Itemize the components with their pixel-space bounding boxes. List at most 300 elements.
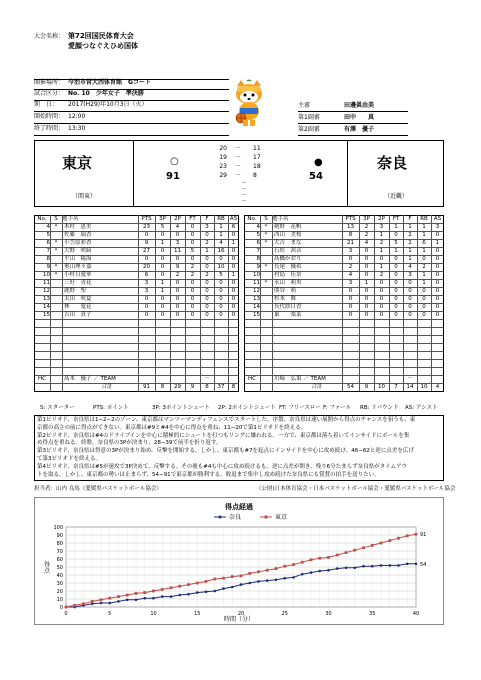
team-a-player-f: 0 xyxy=(205,312,209,318)
team-a-player-ft: 0 xyxy=(190,240,195,246)
team-b-player-p2: 2 xyxy=(379,272,384,278)
team-b-player-rb: 0 xyxy=(422,288,426,294)
x-tick-label: 5 xyxy=(108,611,112,617)
reporter: 担当者：山内 良馬（愛媛県バスケットボール協会） xyxy=(34,486,162,492)
team-b-player-as: 0 xyxy=(435,312,440,318)
team-b-player-as: 1 xyxy=(435,240,440,246)
commentary-line: め得点を重ねる。終盤、奈良県の3Pが決まり、28−39で前半を折り返す。 xyxy=(37,440,222,447)
team-a-player-as: 1 xyxy=(231,240,236,246)
team-a-player-ft: 5 xyxy=(190,248,195,254)
team-a-player-p2: 3 xyxy=(175,240,180,246)
tokyo-point xyxy=(301,561,304,564)
team-b-player-no: 13 xyxy=(253,296,260,302)
team-a-player-no: 9 xyxy=(46,264,50,270)
nara-point xyxy=(301,573,304,576)
team-b-player-name: 長代紗日香 xyxy=(274,304,302,310)
team-a-player-name: 小村日愛華 xyxy=(64,272,92,278)
team-a-player-as: 0 xyxy=(231,280,236,286)
nara-point xyxy=(222,587,225,590)
team-b-player-f: 1 xyxy=(408,224,412,230)
team-b-total-score: 54 xyxy=(309,171,323,182)
team-a-total-rb: 37 xyxy=(217,384,225,390)
team-a-player-p3: 1 xyxy=(160,288,165,294)
team-b-player-p2: 1 xyxy=(379,264,384,270)
team-b-player-rb: 1 xyxy=(422,248,426,254)
team-b-player-pts: 4 xyxy=(348,272,353,278)
team-b-player-pts: 0 xyxy=(348,312,353,318)
team-a-player-pts: 0 xyxy=(144,232,149,238)
team-a-header-p3: 3P xyxy=(159,216,166,222)
y-tick-label: 30 xyxy=(56,581,63,587)
team-b-player-p3: 0 xyxy=(364,272,369,278)
nara-point xyxy=(318,570,321,573)
team-b-stats-table xyxy=(244,215,444,401)
team-b-player-p3: 0 xyxy=(364,296,369,302)
team-b-player-s: * xyxy=(264,232,268,238)
team-b-player-name: 長尾 優希 xyxy=(274,264,302,270)
nara-point xyxy=(406,563,409,566)
team-b-player-p3: 0 xyxy=(364,312,369,318)
tokyo-point xyxy=(257,570,260,573)
team-a-name: 東京 xyxy=(62,154,93,172)
team-a-player-rb: 0 xyxy=(219,256,223,262)
team-b-player-ft: 0 xyxy=(394,288,398,294)
team-a-player-rb: 5 xyxy=(219,272,223,278)
team-a-player-pts: 23 xyxy=(143,224,150,230)
team-b-player-f: 2 xyxy=(408,240,412,246)
tokyo-point xyxy=(170,586,173,589)
tournament-label: 大会名称： xyxy=(34,33,65,40)
team-b-player-ft: 0 xyxy=(394,280,398,286)
team-a-player-p2: 0 xyxy=(175,288,180,294)
team-b-player-no: 6 xyxy=(256,240,260,246)
team-b-hc-name: 川崎 弘策 ／ TEAM xyxy=(274,376,326,382)
team-b-player-s: * xyxy=(264,280,268,286)
quarter-2-team-a: 19 xyxy=(219,154,227,161)
team-a-player-name: 佐藤 瑞香 xyxy=(64,232,92,238)
team-b-player-p3: 1 xyxy=(364,280,369,286)
commentary-line: 第1ピリオド、奈良県は1−2−2のゾーン、東京都はマンツーマンディフェンスでスタートした。序盤、奈良県は速い展開から得点のチャンスを狙うも、東 xyxy=(37,417,416,423)
team-a-player-as: 0 xyxy=(231,264,236,270)
team-b-header-no: No. xyxy=(247,216,257,222)
team-a-player-as: 6 xyxy=(231,224,236,230)
team-b-player-no: 10 xyxy=(253,272,260,278)
legend-rebound: RB: リバウンド xyxy=(360,405,399,411)
team-b-player-ft: 0 xyxy=(394,264,398,270)
tokyo-point xyxy=(283,565,286,568)
nara-point xyxy=(100,602,103,605)
team-b-total-pts: 54 xyxy=(347,384,354,390)
team-a-player-p3: 1 xyxy=(160,280,165,286)
quarter-2-dash: － xyxy=(235,154,242,161)
team-a-player-p2: 0 xyxy=(175,256,180,262)
team-b-player-rb: 0 xyxy=(422,256,426,262)
team-b-player-rb: 1 xyxy=(422,224,426,230)
start-label: 開始時間： xyxy=(34,113,65,120)
team-b-player-p2: 0 xyxy=(379,312,384,318)
team-a-player-as: 0 xyxy=(231,312,236,318)
nara-point xyxy=(196,591,199,594)
team-b-player-p2: 1 xyxy=(379,232,384,238)
team-b-player-name: 髙橋かおり xyxy=(274,256,302,262)
referee-2-label: 第2副審 xyxy=(298,126,320,133)
team-a-player-pts: 3 xyxy=(144,280,149,286)
tokyo-point xyxy=(65,606,68,609)
team-b-player-s: * xyxy=(264,224,268,230)
team-b-player-no: 15 xyxy=(253,312,260,318)
team-a-player-s: * xyxy=(54,224,58,230)
team-b-player-f: 1 xyxy=(408,256,412,262)
team-a-total-ft: 9 xyxy=(190,384,195,390)
team-a-player-no: 8 xyxy=(46,256,50,262)
team-a-player-as: 0 xyxy=(231,232,236,238)
nara-point xyxy=(117,600,120,603)
team-b-player-pts: 0 xyxy=(348,304,353,310)
tokyo-point xyxy=(362,546,365,549)
legend-assist: AS: アシスト xyxy=(405,405,438,411)
tokyo-point xyxy=(152,590,155,593)
tokyo-point xyxy=(91,600,94,603)
team-b-player-ft: 0 xyxy=(394,312,398,318)
team-a-player-pts: 6 xyxy=(144,272,149,278)
tokyo-point xyxy=(371,544,374,547)
team-a-hc-label: HC xyxy=(38,376,46,382)
team-b-player-as: 0 xyxy=(435,304,440,310)
nara-point xyxy=(126,599,129,602)
team-b-player-rb: 0 xyxy=(422,304,426,310)
x-tick-label: 40 xyxy=(412,611,420,617)
tokyo-point xyxy=(327,556,330,559)
team-a-player-pts: 0 xyxy=(144,296,149,302)
nara-point xyxy=(283,577,286,580)
nara-point xyxy=(336,567,339,570)
y-tick-label: 90 xyxy=(56,533,63,539)
team-b-player-p2: 2 xyxy=(379,240,384,246)
team-a-player-s: * xyxy=(54,248,58,254)
team-b-player-as: 0 xyxy=(435,248,440,254)
tokyo-point xyxy=(345,551,348,554)
team-a-player-pts: 3 xyxy=(144,288,149,294)
team-b-player-name: 西山 美桜 xyxy=(274,232,302,238)
team-b-player-s: * xyxy=(264,264,268,270)
legend-marker-nara xyxy=(219,516,222,519)
legend-ft: FT: フリースロー xyxy=(279,405,321,411)
score-progress-chart xyxy=(34,497,444,625)
team-a-player-p3: 5 xyxy=(160,224,165,230)
team-a-player-p3: 0 xyxy=(160,248,165,254)
legend-label-nara: 奈良 xyxy=(229,514,242,521)
team-a-player-no: 4 xyxy=(46,224,50,230)
team-b-total-label: 合計 xyxy=(311,384,323,390)
team-b-header-pts: PTS xyxy=(345,216,356,222)
team-a-player-p2: 4 xyxy=(175,224,180,230)
legend-3p: 3P: 3ポイントシュート xyxy=(152,405,210,411)
team-b-player-name: 巣 楽菜 xyxy=(274,312,302,318)
team-b-player-no: 11 xyxy=(253,280,260,286)
team-a-player-s: * xyxy=(54,272,58,278)
team-a-header-rb: RB xyxy=(217,216,225,222)
tokyo-point xyxy=(231,575,234,578)
legend-marker-tokyo xyxy=(265,516,268,519)
y-tick-label: 60 xyxy=(56,557,63,563)
team-a-player-name: 鹿野 聖 xyxy=(64,288,87,294)
team-a-header-p2: 2P xyxy=(174,216,181,222)
venue-label: 開催場所： xyxy=(34,79,65,86)
x-tick-label: 15 xyxy=(194,611,201,617)
team-b-player-pts: 0 xyxy=(348,296,353,302)
nara-point xyxy=(353,567,356,570)
team-a-player-f: 0 xyxy=(205,280,209,286)
team-a-player-f: 0 xyxy=(205,304,209,310)
team-a-player-f: 0 xyxy=(205,264,209,270)
team-b-player-no: 4 xyxy=(256,224,260,230)
team-b-total-rb: 10 xyxy=(420,384,428,390)
team-a-player-ft: 0 xyxy=(190,288,195,294)
team-b-player-pts: 3 xyxy=(348,280,353,286)
team-b-player-pts: 3 xyxy=(348,248,353,254)
team-b-player-as: 0 xyxy=(435,280,440,286)
team-a-player-rb: 1 xyxy=(219,224,223,230)
legend-points: PTS: ポイント xyxy=(93,405,129,411)
team-a-player-p3: 0 xyxy=(160,264,165,270)
team-b-header-rb: RB xyxy=(420,216,428,222)
team-a-player-p2: 11 xyxy=(174,248,181,254)
team-a-result-mark: ○ xyxy=(170,156,179,167)
team-a-total-score: 91 xyxy=(166,171,180,182)
category-label: 試合区分： xyxy=(34,90,65,97)
team-a-player-rb: 0 xyxy=(219,288,223,294)
nara-point xyxy=(292,576,295,579)
y-tick-label: 50 xyxy=(56,565,63,571)
tokyo-point xyxy=(222,577,225,580)
nara-point xyxy=(161,595,164,598)
team-b-player-ft: 0 xyxy=(394,256,398,262)
team-b-player-p2: 3 xyxy=(379,224,384,230)
team-b-player-no: 8 xyxy=(256,256,260,262)
tokyo-point xyxy=(117,595,120,598)
team-a-player-f: 0 xyxy=(205,288,209,294)
team-a-player-pts: 20 xyxy=(143,264,150,270)
team-a-player-no: 6 xyxy=(46,240,50,246)
tokyo-point xyxy=(292,563,295,566)
team-b-header-p2: 2P xyxy=(378,216,385,222)
team-a-player-ft: 0 xyxy=(190,232,195,238)
team-a-player-f: 0 xyxy=(205,256,209,262)
nara-point xyxy=(152,597,155,600)
nara-point xyxy=(187,593,190,596)
team-a-header-ft: FT xyxy=(189,216,196,222)
x-tick-label: 35 xyxy=(369,611,376,617)
quarter-scores xyxy=(213,146,273,182)
team-a-player-p2: 0 xyxy=(175,304,180,310)
team-b-player-ft: 0 xyxy=(394,296,398,302)
team-b-player-f: 0 xyxy=(408,280,412,286)
team-b-player-rb: 0 xyxy=(422,312,426,318)
team-b-header-p3: 3P xyxy=(363,216,370,222)
team-b-player-as: 0 xyxy=(435,296,440,302)
nara-point xyxy=(108,602,111,605)
x-axis-label: 時間（分） xyxy=(223,616,255,623)
team-b-name: 奈良 xyxy=(377,154,408,172)
y-tick-label: 40 xyxy=(56,573,63,579)
tokyo-point xyxy=(143,591,146,594)
team-b-player-p2: 1 xyxy=(379,248,384,254)
legend-label-tokyo: 東京 xyxy=(275,514,288,521)
team-a-player-rb: 0 xyxy=(219,280,223,286)
team-b-player-ft: 1 xyxy=(394,248,398,254)
team-a-player-name: 平山 陽海 xyxy=(64,256,92,262)
team-b-player-name: 杉本 舞 xyxy=(274,296,297,302)
tokyo-point xyxy=(388,539,391,542)
team-b-player-f: 0 xyxy=(408,304,412,310)
team-a-player-no: 11 xyxy=(43,280,50,286)
team-a-player-no: 10 xyxy=(43,272,50,278)
team-a-total-as: 8 xyxy=(231,384,236,390)
tournament-name: 第72回国民体育大会 xyxy=(68,32,134,40)
team-a-player-p2: 0 xyxy=(175,280,180,286)
tokyo-point xyxy=(397,537,400,540)
tokyo-point xyxy=(318,557,321,560)
team-a-player-ft: 0 xyxy=(190,304,195,310)
team-b-player-pts: 0 xyxy=(348,256,353,262)
nara-point xyxy=(257,580,260,583)
organizer: （公財)日本体育協会・日本バスケットボール協会・愛媛県バスケットボール協会 xyxy=(256,486,456,492)
mascot-logo xyxy=(232,78,266,128)
team-a-player-p3: 0 xyxy=(160,312,165,318)
team-a-player-p3: 0 xyxy=(160,296,165,302)
team-a-player-no: 13 xyxy=(43,296,50,302)
tokyo-point xyxy=(213,578,216,581)
team-a-header-pts: PTS xyxy=(141,216,152,222)
team-b-player-rb: 1 xyxy=(422,232,426,238)
team-a-player-as: 0 xyxy=(231,248,236,254)
nara-point xyxy=(266,579,269,582)
team-a-player-f: 0 xyxy=(205,296,209,302)
end-label-nara: 54 xyxy=(420,561,427,568)
nara-point xyxy=(275,579,278,582)
team-b-player-p3: 0 xyxy=(364,304,369,310)
x-tick-label: 10 xyxy=(150,611,157,617)
team-a-player-ft: 0 xyxy=(190,312,195,318)
team-a-player-name: 木村 恵美 xyxy=(64,224,92,230)
team-b-total-p2: 10 xyxy=(378,384,385,390)
team-b-player-rb: 6 xyxy=(422,240,426,246)
commentary-line: 第3ピリオド、奈良県は得意の3Pが決まり始め、反撃を開始する。しかし、東京都も#7を起点にインサイドを中心に攻め続け、46−62と逆に点差を広げ xyxy=(37,448,414,455)
nara-point xyxy=(380,564,383,567)
team-a-player-no: 7 xyxy=(46,248,50,254)
nara-point xyxy=(143,597,146,600)
team-a-player-f: 0 xyxy=(205,232,209,238)
tokyo-point xyxy=(178,585,181,588)
team-a-player-as: 0 xyxy=(231,256,236,262)
chart-title: 得点経過 xyxy=(225,503,253,511)
team-b-player-ft: 0 xyxy=(394,272,398,278)
team-b-player-pts: 13 xyxy=(347,224,354,230)
nara-point xyxy=(135,599,138,602)
team-a-player-rb: 4 xyxy=(219,240,223,246)
team-a-player-p2: 0 xyxy=(175,312,180,318)
team-a-total-label: 合計 xyxy=(101,384,113,390)
nara-point xyxy=(178,594,181,597)
team-b-player-rb: 2 xyxy=(422,264,426,270)
y-tick-label: 20 xyxy=(56,589,63,595)
team-a-player-s: * xyxy=(54,264,58,270)
category-value: No. 10 少年女子 準決勝 xyxy=(68,90,144,97)
quarter-separator: － － － － xyxy=(241,180,248,205)
team-a-player-p2: 9 xyxy=(175,264,180,270)
team-b-header-f: F xyxy=(408,216,412,222)
date-value: 2017(H29)年10月3日（火） xyxy=(68,101,148,108)
team-a-player-p3: 0 xyxy=(160,232,165,238)
team-a-hc-name: 髙木 優子 ／ TEAM xyxy=(64,376,116,382)
nara-point xyxy=(397,564,400,567)
start-value: 12:00 xyxy=(68,113,86,120)
team-a-player-ft: 0 xyxy=(190,296,195,302)
team-b-player-no: 9 xyxy=(256,264,260,270)
team-b-player-f: 0 xyxy=(408,296,412,302)
team-b-player-p2: 0 xyxy=(379,296,384,302)
team-b-player-f: 1 xyxy=(408,248,412,254)
team-b-player-as: 0 xyxy=(435,232,440,238)
team-b-player-pts: 8 xyxy=(348,232,353,238)
team-b-player-name: 村島 佳奈 xyxy=(274,272,302,278)
team-a-player-f: 1 xyxy=(205,248,209,254)
team-a-player-as: 0 xyxy=(231,288,236,294)
team-a-player-name: 三好 青花 xyxy=(64,280,92,286)
nara-point xyxy=(310,571,313,574)
team-a-player-rb: 0 xyxy=(219,296,223,302)
nara-point xyxy=(388,564,391,567)
team-a-player-name: 吉田 真子 xyxy=(64,312,92,318)
nara-point xyxy=(91,603,94,606)
team-a-player-f: 2 xyxy=(205,272,209,278)
team-a-header-name: 選手名 xyxy=(62,216,79,222)
commentary-line: 京都の高さの前に得点ができない。東京都は#9と#4を中心に得点を重ね、11−20で第1ピリオドを終える。 xyxy=(37,424,307,431)
team-b-player-f: 4 xyxy=(408,264,412,270)
tokyo-point xyxy=(380,542,383,545)
team-a-player-pts: 0 xyxy=(144,312,149,318)
legend-foul: F: ファール xyxy=(323,405,352,411)
team-a-player-pts: 0 xyxy=(144,256,149,262)
team-a-total-p3: 8 xyxy=(160,384,165,390)
end-label: 終了時間： xyxy=(34,125,65,132)
team-a-player-p3: 0 xyxy=(160,304,165,310)
team-b-player-name: 大吉 まな xyxy=(274,240,302,246)
team-b-header-as: AS xyxy=(433,216,442,222)
nara-point xyxy=(213,590,216,593)
team-a-player-ft: 0 xyxy=(190,256,195,262)
team-a-player-pts: 0 xyxy=(144,304,149,310)
team-a-total-f: 8 xyxy=(205,384,209,390)
team-a-header-f: F xyxy=(205,216,209,222)
team-b-player-p2: 0 xyxy=(379,304,384,310)
team-b-total-ft: 7 xyxy=(394,384,398,390)
team-b-header-s: S xyxy=(264,216,268,222)
y-tick-label: 80 xyxy=(56,541,63,547)
nara-point xyxy=(231,586,234,589)
team-b-player-rb: 0 xyxy=(422,296,426,302)
team-b-result-mark: ● xyxy=(314,157,323,168)
team-a-player-rb: 0 xyxy=(219,312,223,318)
tokyo-point xyxy=(187,583,190,586)
team-b-region: （近畿） xyxy=(384,193,409,200)
team-a-player-rb: 1 xyxy=(219,232,223,238)
end-value: 13:30 xyxy=(68,125,86,132)
team-b-player-name: 剣野 花帆 xyxy=(274,224,302,230)
tokyo-point xyxy=(240,574,243,577)
team-b-player-f: 0 xyxy=(408,312,412,318)
end-label-tokyo: 91 xyxy=(420,532,427,539)
